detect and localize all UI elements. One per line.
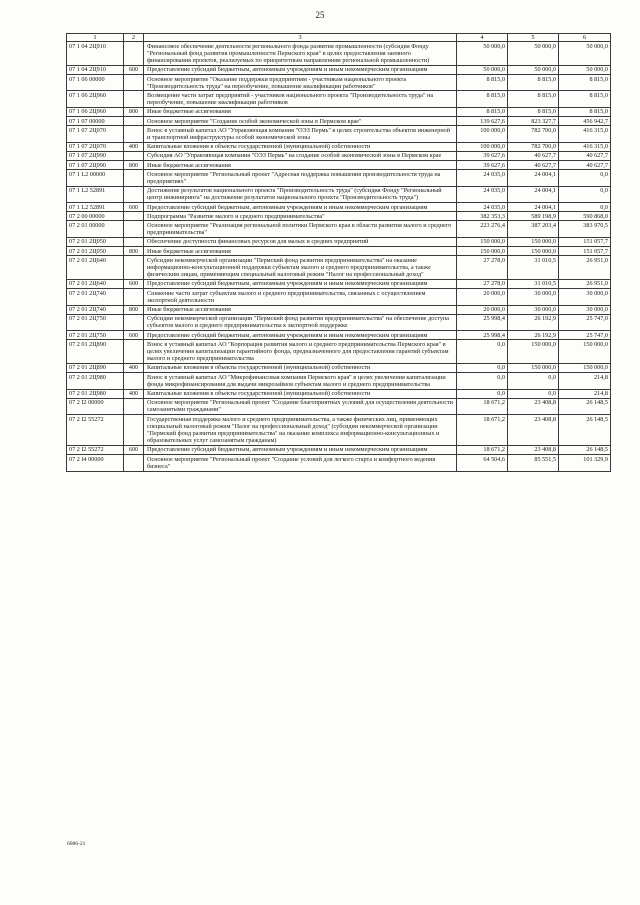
amount-cell: 100 000,0 [457,126,508,142]
description-cell: Взнос в уставный капитал АО "Микрофинансовая компания Пермского края" в целях увеличения капитализации фонда микрофинансирования для выдачи микрозаймов субъектам малого и среднего предпринимательства [144,373,457,389]
code-cell: 07 2 01 2Ц740 [67,289,124,305]
type-cell: 800 [124,107,144,116]
code-cell: 07 2 I2 55272 [67,415,124,446]
amount-cell: 150 000,0 [508,340,559,364]
description-cell: Предоставление субсидий бюджетным, автономным учреждениям и иным некоммерческим организациям [144,279,457,288]
amount-cell: 150 000,0 [457,237,508,246]
type-cell [124,126,144,142]
code-cell: 07 1 06 00000 [67,75,124,91]
amount-cell: 23 408,8 [508,398,559,414]
description-cell: Капитальные вложения в объекты государственной (муниципальной) собственности [144,142,457,151]
amount-cell: 150 000,0 [457,247,508,256]
description-cell: Снижение части затрат субъектам малого и среднего предпринимательства, связанных с осуществлением экспортной деятельности [144,289,457,305]
table-row [67,151,611,160]
type-cell: 600 [124,65,144,74]
type-cell [124,221,144,237]
amount-cell: 8 815,0 [508,107,559,116]
amount-cell: 8 815,0 [457,75,508,91]
table-row [67,42,611,66]
type-cell: 800 [124,247,144,256]
amount-cell: 50 000,0 [508,65,559,74]
type-cell [124,117,144,126]
description-cell: Предоставление субсидий бюджетным, автономным учреждениям и иным некоммерческим организациям [144,331,457,340]
amount-cell: 40 627,7 [559,151,611,160]
amount-cell: 8 815,0 [559,75,611,91]
type-cell [124,415,144,446]
amount-cell: 8 815,0 [559,107,611,116]
amount-cell: 150 000,0 [508,237,559,246]
type-cell: 600 [124,331,144,340]
amount-cell: 39 627,6 [457,151,508,160]
amount-cell: 456 942,7 [559,117,611,126]
description-cell: Иные бюджетные ассигнования [144,107,457,116]
page-number: 25 [315,10,325,20]
description-cell: Подпрограмма "Развитие малого и среднего предпринимательства" [144,212,457,221]
amount-cell: 23 408,8 [508,445,559,454]
type-cell [124,314,144,330]
amount-cell: 8 815,0 [457,107,508,116]
amount-cell: 214,8 [559,373,611,389]
amount-cell: 24 004,1 [508,170,559,186]
amount-cell: 150 000,0 [508,363,559,372]
code-cell: 07 1 07 00000 [67,117,124,126]
code-cell: 07 1 07 2Ц070 [67,126,124,142]
header-cell: 4 [457,34,508,42]
type-cell: 800 [124,305,144,314]
code-cell: 07 1 04 2Ц910 [67,42,124,66]
description-cell: Субсидии некоммерческой организации "Пермский фонд развития предпринимательства" на оказание информационно-консультационной поддержки субъектам малого и среднего предпринимательства, а также физическим лицам, применяющим специальный налоговый режим "Налог на профессиональный доход" [144,256,457,280]
description-cell: Субсидия АО "Управляющая компания "ОЭЗ Пермь" на создание особой экономической зоны в Пермском крае [144,151,457,160]
amount-cell: 30 000,0 [559,305,611,314]
type-cell: 800 [124,161,144,170]
amount-cell: 50 000,0 [457,65,508,74]
description-cell: Обеспечение доступности финансовых ресурсов для малых и средних предприятий [144,237,457,246]
amount-cell: 20 000,0 [457,305,508,314]
amount-cell: 31 010,5 [508,279,559,288]
table-row [67,289,611,305]
type-cell [124,398,144,414]
type-cell [124,455,144,471]
description-cell: Предоставление субсидий бюджетным, автономным учреждениям и иным некоммерческим организациям [144,65,457,74]
type-cell [124,75,144,91]
table-row [67,65,611,74]
amount-cell: 64 504,6 [457,455,508,471]
type-cell [124,170,144,186]
description-cell: Предоставление субсидий бюджетным, автономным учреждениям и иным некоммерческим организациям [144,445,457,454]
table-row [67,445,611,454]
amount-cell: 382 353,3 [457,212,508,221]
table-row [67,237,611,246]
amount-cell: 589 198,9 [508,212,559,221]
amount-cell: 24 035,0 [457,203,508,212]
header-cell: 5 [508,34,559,42]
amount-cell: 0,0 [457,363,508,372]
code-cell: 07 2 01 2Ц640 [67,279,124,288]
table-row [67,398,611,414]
amount-cell: 24 035,0 [457,170,508,186]
code-cell: 07 1 L2 52891 [67,203,124,212]
amount-cell: 0,0 [559,186,611,202]
type-cell [124,237,144,246]
amount-cell: 26 951,0 [559,279,611,288]
amount-cell: 30 000,0 [508,289,559,305]
description-cell: Капитальные вложения в объекты государственной (муниципальной) собственности [144,389,457,398]
code-cell: 07 2 I4 00000 [67,455,124,471]
table-header-row [67,34,611,42]
code-cell: 07 2 00 00000 [67,212,124,221]
code-cell: 07 1 06 2Ц960 [67,107,124,116]
table-row [67,331,611,340]
amount-cell: 27 278,0 [457,279,508,288]
document-footer-code: 6086-21 [67,841,86,847]
amount-cell: 24 004,1 [508,186,559,202]
amount-cell: 150 000,0 [508,247,559,256]
amount-cell: 50 000,0 [508,42,559,66]
amount-cell: 24 035,0 [457,186,508,202]
header-cell: 3 [144,34,457,42]
code-cell: 07 2 I2 55272 [67,445,124,454]
type-cell [124,289,144,305]
type-cell [124,42,144,66]
amount-cell: 50 000,0 [559,65,611,74]
table-row [67,221,611,237]
amount-cell: 0,0 [559,203,611,212]
code-cell: 07 1 07 2Ц990 [67,151,124,160]
amount-cell: 150 000,0 [559,363,611,372]
amount-cell: 8 815,0 [508,91,559,107]
code-cell: 07 2 01 2Ц980 [67,389,124,398]
description-cell: Основное мероприятие "Региональный проект "Адресная поддержка повышения производительности труда на предприятиях" [144,170,457,186]
type-cell: 600 [124,279,144,288]
amount-cell: 223 276,4 [457,221,508,237]
code-cell: 07 1 07 2Ц070 [67,142,124,151]
table-row [67,117,611,126]
code-cell: 07 1 06 2Ц960 [67,91,124,107]
type-cell: 400 [124,389,144,398]
amount-cell: 26 148,5 [559,398,611,414]
table-row [67,256,611,280]
code-cell: 07 2 01 2Ц890 [67,363,124,372]
table-row [67,455,611,471]
code-cell: 07 2 I2 00000 [67,398,124,414]
description-cell: Основное мероприятие "Реализация региональной политики Пермского края в области развития малого и среднего предпринимательства" [144,221,457,237]
amount-cell: 20 000,0 [457,289,508,305]
description-cell: Основное мероприятие "Оказание поддержки предприятиям - участникам национального проекта "Производительность труда" на переобучение, повышение квалификации работников" [144,75,457,91]
type-cell [124,151,144,160]
code-cell: 07 2 01 2Ц740 [67,305,124,314]
table-row [67,363,611,372]
amount-cell: 30 000,0 [508,305,559,314]
table-row [67,186,611,202]
budget-table [66,33,611,472]
amount-cell: 782 700,0 [508,126,559,142]
type-cell: 600 [124,203,144,212]
type-cell [124,186,144,202]
code-cell: 07 2 01 2Ц750 [67,331,124,340]
amount-cell: 8 815,0 [508,75,559,91]
amount-cell: 416 315,0 [559,126,611,142]
table-row [67,415,611,446]
code-cell: 07 2 01 2Ц890 [67,340,124,364]
amount-cell: 8 815,0 [559,91,611,107]
amount-cell: 31 010,5 [508,256,559,280]
amount-cell: 26 192,9 [508,331,559,340]
table-row [67,340,611,364]
code-cell: 07 1 04 2Ц910 [67,65,124,74]
table-row [67,305,611,314]
amount-cell: 18 671,2 [457,415,508,446]
amount-cell: 50 000,0 [559,42,611,66]
amount-cell: 0,0 [508,373,559,389]
amount-cell: 26 148,5 [559,415,611,446]
amount-cell: 151 057,7 [559,247,611,256]
amount-cell: 50 000,0 [457,42,508,66]
code-cell: 07 2 01 2Ц750 [67,314,124,330]
description-cell: Иные бюджетные ассигнования [144,161,457,170]
table-row [67,373,611,389]
header-cell: 1 [67,34,124,42]
amount-cell: 0,0 [508,389,559,398]
description-cell: Субсидии некоммерческой организации "Пермский фонд развития предпринимательства" на обеспечение доступа субъектов малого и среднего предпринимательства к экспортной поддержке [144,314,457,330]
amount-cell: 214,8 [559,389,611,398]
description-cell: Взнос в уставный капитал АО "Управляющая компания "ОЭЗ Пермь" в целях строительства объектов инженерной и транспортной инфраструктуры особой экономической зоны [144,126,457,142]
type-cell: 400 [124,363,144,372]
type-cell [124,340,144,364]
type-cell [124,256,144,280]
amount-cell: 25 998,4 [457,331,508,340]
table-row [67,91,611,107]
amount-cell: 30 000,0 [559,289,611,305]
description-cell: Государственная поддержка малого и среднего предпринимательства, а также физических лиц, применяющих специальный налоговый режим "Налог на профессиональный доход" (субсидии некоммерческой организации "Пермский фонд развития предпринимательства" на оказание комплекса информационно-консультационных и образовательных услуг самозанятым гражданам) [144,415,457,446]
type-cell [124,212,144,221]
description-cell: Взнос в уставный капитал АО "Корпорация развития малого и среднего предпринимательства Пермского края" в целях увеличения капитализации гарантийного фонда, предназначенного для предоставления гарантий субъектам малого и среднего предпринимательства [144,340,457,364]
table-row [67,107,611,116]
amount-cell: 85 551,5 [508,455,559,471]
amount-cell: 0,0 [457,340,508,364]
code-cell: 07 2 01 2Ц640 [67,256,124,280]
amount-cell: 40 627,7 [508,151,559,160]
amount-cell: 18 671,2 [457,398,508,414]
amount-cell: 18 671,2 [457,445,508,454]
amount-cell: 26 951,0 [559,256,611,280]
amount-cell: 25 747,0 [559,331,611,340]
amount-cell: 150 000,0 [559,340,611,364]
table-row [67,314,611,330]
amount-cell: 100 000,0 [457,142,508,151]
amount-cell: 24 004,1 [508,203,559,212]
amount-cell: 27 278,0 [457,256,508,280]
amount-cell: 0,0 [457,389,508,398]
description-cell: Иные бюджетные ассигнования [144,247,457,256]
header-cell: 2 [124,34,144,42]
amount-cell: 8 815,0 [457,91,508,107]
code-cell: 07 1 L2 00000 [67,170,124,186]
description-cell: Возмещение части затрат предприятий - участников национального проекта "Производительность труда" на переобучение, повышение квалификации работников [144,91,457,107]
description-cell: Предоставление субсидий бюджетным, автономным учреждениям и иным некоммерческим организациям [144,203,457,212]
description-cell: Основное мероприятие "Региональный проект "Создание благоприятных условий для осуществления деятельности самозанятыми гражданами" [144,398,457,414]
description-cell: Основное мероприятие "Создание особой экономической зоны в Пермском крае" [144,117,457,126]
code-cell: 07 2 01 2Ц050 [67,237,124,246]
amount-cell: 40 627,7 [559,161,611,170]
amount-cell: 383 970,5 [559,221,611,237]
amount-cell: 139 627,6 [457,117,508,126]
description-cell: Основное мероприятие "Региональный проект "Создание условий для легкого старта и комфортного ведения бизнеса" [144,455,457,471]
amount-cell: 0,0 [559,170,611,186]
amount-cell: 590 868,0 [559,212,611,221]
amount-cell: 39 627,6 [457,161,508,170]
amount-cell: 26 192,9 [508,314,559,330]
amount-cell: 25 998,4 [457,314,508,330]
amount-cell: 101 329,9 [559,455,611,471]
amount-cell: 416 315,0 [559,142,611,151]
table-row [67,161,611,170]
description-cell: Капитальные вложения в объекты государственной (муниципальной) собственности [144,363,457,372]
description-cell: Достижение результатов национального проекта "Производительность труда" (субсидия Фонду "Региональный центр инжиниринга" на достижение результатов национального проекта "Производительность труда") [144,186,457,202]
code-cell: 07 1 07 2Ц990 [67,161,124,170]
amount-cell: 40 627,7 [508,161,559,170]
table-row [67,170,611,186]
type-cell: 600 [124,445,144,454]
amount-cell: 23 408,8 [508,415,559,446]
description-cell: Финансовое обеспечение деятельности регионального фонда развития промышленности (субсидия Фонду "Региональный фонд развития промышленности Пермского края" в целях предоставления заемного финансирования проектов, реализуемых по приоритетным направлениям региональной промышленности) [144,42,457,66]
table-row [67,212,611,221]
table-row [67,279,611,288]
description-cell: Иные бюджетные ассигнования [144,305,457,314]
code-cell: 07 2 01 2Ц980 [67,373,124,389]
table-row [67,203,611,212]
type-cell: 400 [124,142,144,151]
type-cell [124,373,144,389]
table-row [67,389,611,398]
amount-cell: 26 148,5 [559,445,611,454]
header-cell: 6 [559,34,611,42]
amount-cell: 782 700,0 [508,142,559,151]
code-cell: 07 2 01 00000 [67,221,124,237]
amount-cell: 0,0 [457,373,508,389]
table-row [67,75,611,91]
amount-cell: 823 327,7 [508,117,559,126]
type-cell [124,91,144,107]
amount-cell: 151 057,7 [559,237,611,246]
table-row [67,247,611,256]
amount-cell: 25 747,0 [559,314,611,330]
code-cell: 07 1 L2 52891 [67,186,124,202]
amount-cell: 387 203,4 [508,221,559,237]
table-row [67,142,611,151]
code-cell: 07 2 01 2Ц050 [67,247,124,256]
table-row [67,126,611,142]
